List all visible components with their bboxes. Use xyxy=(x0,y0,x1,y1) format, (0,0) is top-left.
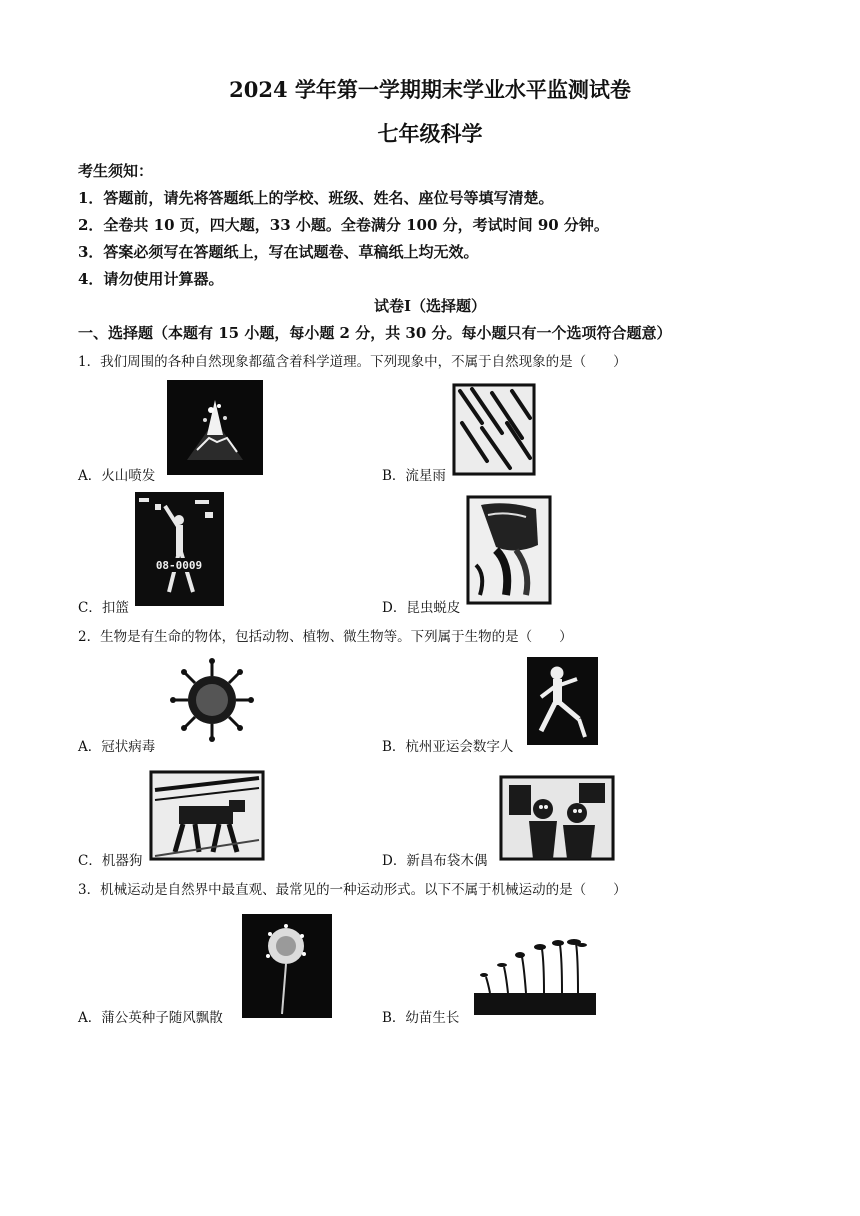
part-one-heading: 一、选择题（本题有 15 小题，每小题 2 分，共 30 分。每小题只有一个选项符合题意） xyxy=(78,324,672,342)
question-1-stem: 1．我们周围的各种自然现象都蕴含着科学道理。下列现象中，不属于自然现象的是（ ） xyxy=(78,354,627,370)
volcano-eruption-image xyxy=(167,380,263,475)
notice-item-3: 3．答案必须写在答题纸上，写在试题卷、草稿纸上均无效。 xyxy=(78,243,479,261)
q2-option-a: A．冠状病毒 xyxy=(78,739,156,755)
q2-option-b: B．杭州亚运会数字人 xyxy=(382,739,514,755)
digital-human-image xyxy=(527,657,598,745)
dandelion-image xyxy=(242,914,332,1018)
q3-option-b: B．幼苗生长 xyxy=(382,1010,460,1026)
q2-option-d: D．新昌布袋木偶 xyxy=(382,853,488,869)
notice-heading: 考生须知： xyxy=(78,162,154,180)
q3-option-a: A．蒲公英种子随风飘散 xyxy=(78,1010,223,1026)
q2-option-c: C．机器狗 xyxy=(78,853,143,869)
q1-option-a: A．火山喷发 xyxy=(78,468,156,484)
scoreboard-text: 08-0009 xyxy=(155,559,203,572)
notice-item-1: 1．答题前，请先将答题纸上的学校、班级、姓名、座位号等填写清楚。 xyxy=(78,189,554,207)
q1-option-d: D．昆虫蜕皮 xyxy=(382,600,461,616)
meteor-shower-image xyxy=(452,383,536,476)
q1-option-c: C．扣篮 xyxy=(78,600,129,616)
notice-item-4: 4．请勿使用计算器。 xyxy=(78,270,224,288)
coronavirus-image xyxy=(165,657,258,742)
exam-title: 2024 学年第一学期期末学业水平监测试卷 xyxy=(229,77,631,102)
insect-molting-image xyxy=(466,495,552,605)
seedling-growth-image xyxy=(470,937,598,1017)
exam-subtitle: 七年级科学 xyxy=(377,121,483,146)
question-2-stem: 2．生物是有生命的物体，包括动物、植物、微生物等。下列属于生物的是（ ） xyxy=(78,629,573,645)
question-3-stem: 3．机械运动是自然界中最直观、最常见的一种运动形式。以下不属于机械运动的是（ ） xyxy=(78,882,627,898)
paper-section-heading: 试卷Ⅰ（选择题） xyxy=(373,297,487,315)
notice-item-2: 2．全卷共 10 页，四大题，33 小题。全卷满分 100 分，考试时间 90 分钟。 xyxy=(78,216,609,234)
robot-dog-image xyxy=(149,770,265,861)
puppet-image xyxy=(499,775,615,861)
q1-option-b: B．流星雨 xyxy=(382,468,446,484)
slam-dunk-image xyxy=(135,492,224,606)
